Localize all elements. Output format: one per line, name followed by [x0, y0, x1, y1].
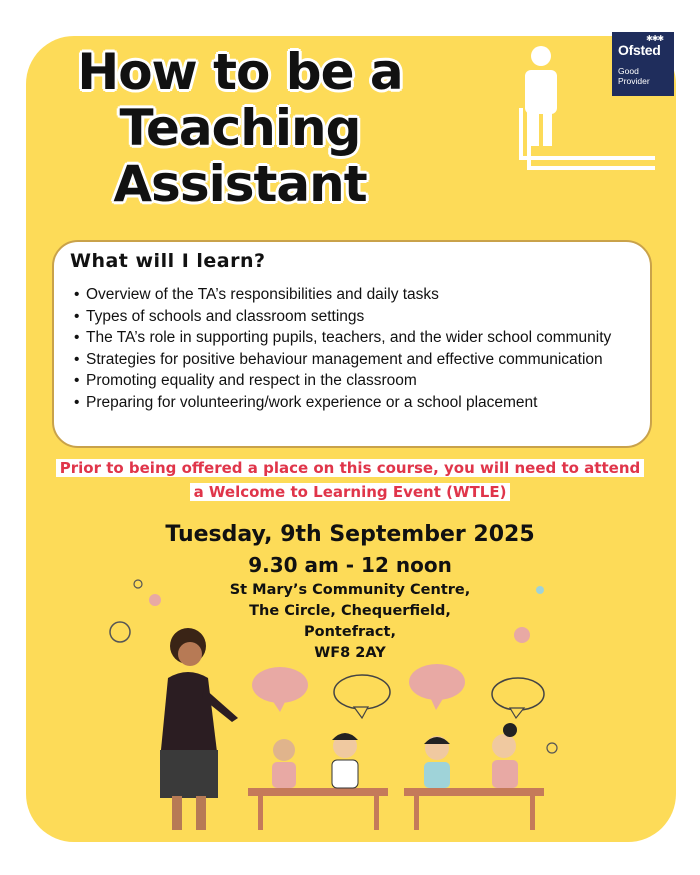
list-item: • The TA’s role in supporting pupils, teachers, and the wider school community: [74, 327, 644, 349]
ofsted-logo-text: Ofsted: [618, 42, 661, 58]
list-item: • Types of schools and classroom settings: [74, 306, 644, 328]
venue-line: The Circle, Chequerfield,: [249, 603, 451, 619]
child-figure-icon: [332, 733, 358, 788]
desk-icon: [404, 788, 544, 796]
learning-outcomes-box: [52, 240, 652, 448]
grade-line-1: Good: [618, 66, 639, 76]
title-line-1: How to be a: [77, 43, 403, 101]
wtle-notice: [0, 456, 700, 504]
bubble-icon: [547, 743, 557, 753]
venue-line: WF8 2AY: [314, 645, 386, 661]
venue-line: St Mary’s Community Centre,: [229, 582, 471, 598]
bubble-icon: [536, 586, 544, 594]
title-line-2: Teaching: [119, 99, 361, 157]
event-venue: [180, 580, 520, 664]
event-time: 9.30 am - 12 noon: [248, 553, 452, 577]
learning-outcomes-list: [74, 284, 644, 413]
list-item: • Strategies for positive behaviour management and effective communication: [74, 349, 644, 371]
bubble-icon: [110, 622, 130, 642]
stars-icon: ✱✱✱: [646, 34, 664, 43]
child-figure-icon: [424, 736, 450, 788]
speech-bubble-icon: [334, 675, 390, 709]
ofsted-badge: [612, 32, 674, 96]
speech-bubble-icon: [492, 678, 544, 710]
list-item: • Overview of the TA’s responsibilities and daily tasks: [74, 284, 644, 306]
event-date: Tuesday, 9th September 2025: [165, 522, 535, 547]
ofsted-grade: [618, 66, 650, 86]
venue-line: Pontefract,: [304, 624, 396, 640]
grade-line-2: Provider: [618, 76, 650, 86]
bubble-icon: [149, 594, 161, 606]
notice-line-2: a Welcome to Learning Event (WTLE): [190, 483, 511, 501]
child-figure-icon: [492, 723, 518, 788]
desk-icon: [248, 788, 388, 796]
title-line-3: Assistant: [113, 155, 367, 213]
list-item: • Preparing for volunteering/work experience or a school placement: [74, 392, 644, 414]
notice-line-1: Prior to being offered a place on this course, you will need to attend: [56, 459, 645, 477]
learn-heading: What will I learn?: [70, 250, 266, 272]
course-title: [60, 44, 420, 212]
bubble-icon: [134, 580, 142, 588]
child-figure-icon: [272, 739, 296, 788]
list-item: • Promoting equality and respect in the classroom: [74, 370, 644, 392]
speech-bubble-icon: [409, 664, 465, 700]
speech-bubble-icon: [252, 667, 308, 703]
